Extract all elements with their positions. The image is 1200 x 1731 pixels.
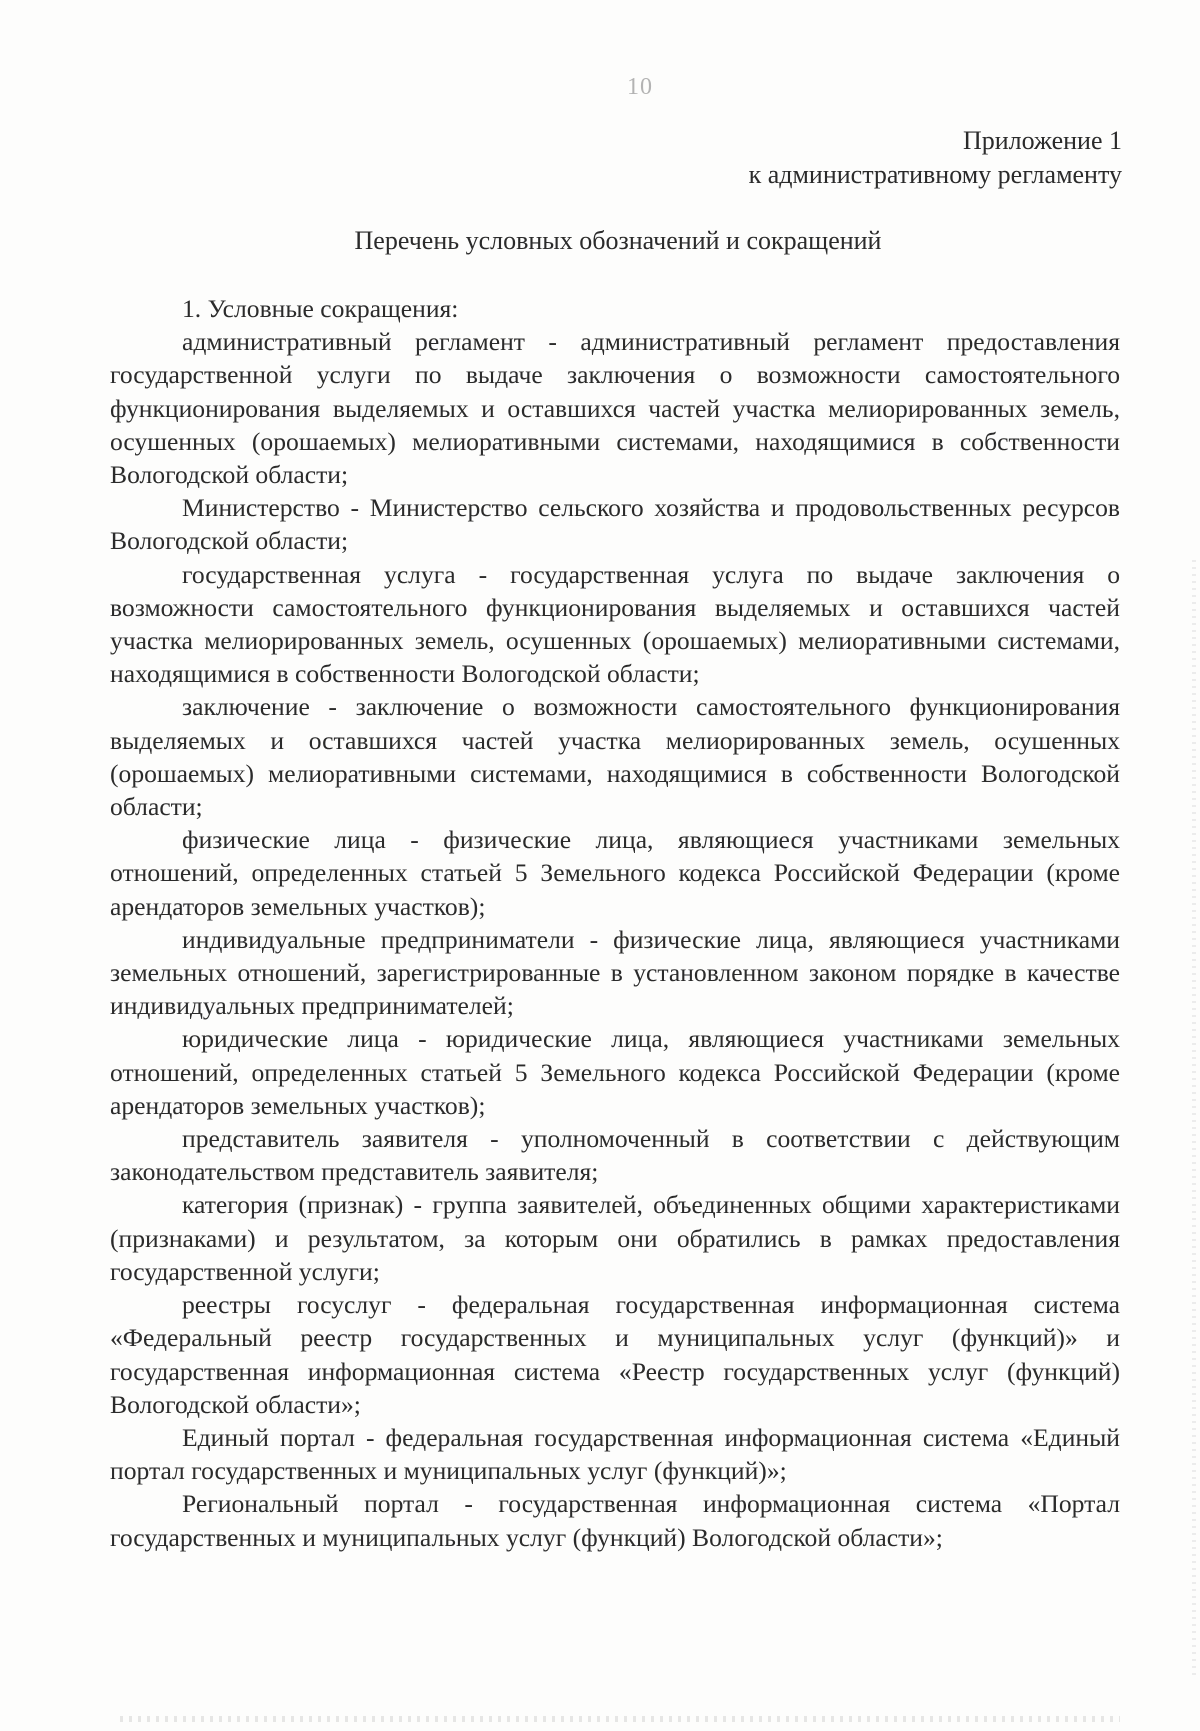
definition-paragraph: представитель заявителя - уполномоченный в соответствии с действующим законодательством представитель заявителя; — [110, 1124, 1120, 1187]
definition-paragraph: индивидуальные предприниматели - физические лица, являющиеся участниками земельных отношений, зарегистрированные в установленном законом порядке в качестве индивидуальных предпринимателей; — [110, 924, 1120, 1021]
appendix-line-2: к административному регламенту — [748, 160, 1122, 189]
scan-noise-right — [1192, 560, 1196, 1680]
page-number: 10 — [627, 74, 653, 100]
definition-paragraph: реестры госуслуг - федеральная государственная информационная система «Федеральный реестр государственных и муниципальных услуг (функций)» и государственная информационная система «Реестр государственных услуг (функций) Вологодской области»; — [110, 1290, 1120, 1419]
section-heading: 1. Условные сокращения: — [182, 294, 459, 323]
definition-paragraph: Министерство - Министерство сельского хозяйства и продовольственных ресурсов Вологодской области; — [110, 493, 1120, 556]
definition-paragraph: Региональный портал - государственная информационная система «Портал государственных и муниципальных услуг (функций) Вологодской области»; — [110, 1489, 1120, 1552]
appendix-header — [749, 124, 1122, 192]
definition-paragraph: Единый портал - федеральная государственная информационная система «Единый портал государственных и муниципальных услуг (функций)»; — [110, 1422, 1120, 1486]
definition-paragraph: административный регламент - административный регламент предоставления государственной услуги по выдаче заключения о возможности самостоятельного функционирования выделяемых и оставшихся частей участка мелиорированных земель, осушенных (орошаемых) мелиоративными системами, находящимися в собственности Вологодской области; — [110, 327, 1120, 490]
appendix-line-1: Приложение 1 — [962, 126, 1122, 155]
definition-paragraph: категория (признак) - группа заявителей, объединенных общими характеристиками (признаками) и результатом, за которым они обратились в рамках предоставления государственной услуги; — [110, 1190, 1120, 1286]
definition-paragraph: государственная услуга - государственная услуга по выдаче заключения о возможности самостоятельного функционирования выделяемых и оставшихся частей участка мелиорированных земель, осушенных (орошаемых) мелиоративными системами, находящимися в собственности Вологодской области; — [110, 559, 1120, 689]
document-body — [110, 292, 1120, 1554]
definition-paragraph: физические лица - физические лица, являющиеся участниками земельных отношений, определенных статьей 5 Земельного кодекса Российской Федерации (кроме арендаторов земельных участков); — [110, 825, 1120, 921]
document-title: Перечень условных обозначений и сокращений — [354, 226, 882, 255]
definition-paragraph: заключение - заключение о возможности самостоятельного функционирования выделяемых и оставшихся частей участка мелиорированных земель, осушенных (орошаемых) мелиоративными системами, находящимися в собственности Вологодской области; — [110, 692, 1120, 822]
scan-noise-bottom — [120, 1716, 1120, 1722]
definition-paragraph: юридические лица - юридические лица, являющиеся участниками земельных отношений, определенных статьей 5 Земельного кодекса Российской Федерации (кроме арендаторов земельных участков); — [110, 1024, 1120, 1120]
